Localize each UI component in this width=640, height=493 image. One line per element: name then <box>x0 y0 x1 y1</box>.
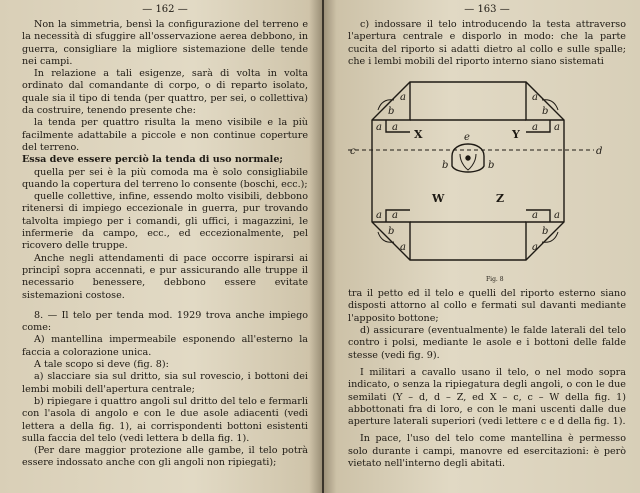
paragraph: c) indossare il telo introducendo la testa attraverso l'apertura centrale e disporlo in modo: che la parte cucita del riporto si adatti dietro al collo e sulle spalle; che i lembi mobili del riporto interno siano sistemati <box>348 19 626 67</box>
figure-8 <box>348 70 618 288</box>
figure-label: a <box>376 122 382 134</box>
figure-label: b <box>442 160 449 172</box>
paragraph: d) assicurare (eventualmente) le falde laterali del telo contro i polsi, mediante le asole e i bottoni delle falde stesse (vedi fig. 9). <box>348 325 626 361</box>
paragraph: In pace, l'uso del telo come mantellina è permesso solo durante i campi, manovre ed esercitazioni: è però vietato nell'interno degli abitati. <box>348 433 626 470</box>
figure-label: a <box>400 92 406 104</box>
right-page <box>324 0 640 493</box>
paragraph: quella per sei è la più comoda ma è solo consigliabile quando la copertura del terreno lo consente (boschi, ecc.); <box>22 166 308 190</box>
figure-label: a <box>392 210 398 222</box>
paragraph: tra il petto ed il telo e quelli del riporto esterno siano disposti attorno al collo e fermati sul davanti mediante l'apposito bottone; <box>348 288 626 324</box>
paragraph: la tenda per quattro risulta la meno visibile e la più facilmente adattabile a piccole e non continue coperture del terreno. <box>22 117 308 153</box>
tent-cloth-diagram <box>348 70 618 288</box>
paragraph: quelle collettive, infine, essendo molto visibili, debbono ritenersi di impiego eccezionale in guerra, pur trovando talvolta impiego per i comandi, gli uffici, i magazzini, le infermerie da campo, ecc., ed eccezionalmente, pel ricovero delle truppe. <box>22 191 308 252</box>
figure-label: b <box>542 106 549 118</box>
paragraph: I militari a cavallo usano il telo, o nel modo sopra indicato, o senza la ripiegatura degli angoli, o con le due semilati (Y – d, d – Z, ed X – c, c – W della fig. 1) abbottonati fra di loro, e con le mani uscenti dalle due aperture laterali superiori (vedi lettere c e d della fig. 1). <box>348 366 626 428</box>
page-number-right: — 163 — <box>464 4 510 15</box>
page-number-left: — 162 — <box>142 4 188 15</box>
figure-label: a <box>554 122 560 134</box>
paragraph: In relazione a tali esigenze, sarà di volta in volta ordinato dal comandante di corpo, o di reparto isolato, quale sia il tipo di tenda (per quattro, per sei, o collettiva) da costruire, tenendo presente che: <box>22 68 308 117</box>
figure-label: a <box>400 242 406 254</box>
paragraph: Anche negli attendamenti di pace occorre ispirarsi ai principî sopra accennati, e pur assicurando alle truppe il necessario benessere, debbono essere evitate sistemazioni costose. <box>22 252 308 301</box>
section-heading: 8. — Il telo per tenda mod. 1929 trova anche impiego come: <box>22 309 308 334</box>
figure-label-z: Z <box>496 192 505 206</box>
figure-label-x: X <box>414 128 423 142</box>
paragraph: a) slacciare sia sul dritto, sia sul rovescio, i bottoni dei lembi mobili dell'apertura centrale; <box>22 371 308 395</box>
figure-label: b <box>542 226 549 238</box>
figure-label: a <box>376 210 382 222</box>
paragraph: b) ripiegare i quattro angoli sul dritto del telo e fermarli con l'asola di angolo e con le due asole adiacenti (vedi lettera a della fig. 1), ai corrispondenti bottoni esistenti sulla faccia del telo (vedi lettera b della fig. 1). <box>22 395 308 444</box>
figure-label: a <box>532 210 538 222</box>
paragraph: Non la simmetria, bensì la configurazione del terreno e la necessità di sfuggire all'osservazione aerea debbono, in guerra, consigliare la migliore sistemazione delle tende nei campi. <box>22 19 308 67</box>
paragraph-bold: Essa deve essere perciò la tenda di uso normale; <box>22 154 283 166</box>
figure-label: b <box>388 106 395 118</box>
figure-label: b <box>388 226 395 238</box>
figure-label: a <box>532 122 538 134</box>
figure-label: a <box>554 210 560 222</box>
figure-label-d: d <box>596 146 603 158</box>
figure-label: b <box>488 160 495 172</box>
figure-label: a <box>392 122 398 134</box>
figure-label-c: c <box>350 146 356 158</box>
figure-label: a <box>532 92 538 104</box>
figure-label-e: e <box>464 132 470 144</box>
figure-label-y: Y <box>512 128 520 142</box>
paragraph: A tale scopo si deve (fig. 8): <box>34 359 169 371</box>
paragraph: A) mantellina impermeabile esponendo all'esterno la faccia a colorazione unica. <box>22 334 308 358</box>
paragraph: (Per dare maggior protezione alle gambe, il telo potrà essere indossato anche con gli angoli non ripiegati); <box>22 445 308 469</box>
figure-label-w: W <box>432 192 445 206</box>
figure-label: a <box>532 242 538 254</box>
figure-caption: Fig. 8 <box>486 276 504 284</box>
